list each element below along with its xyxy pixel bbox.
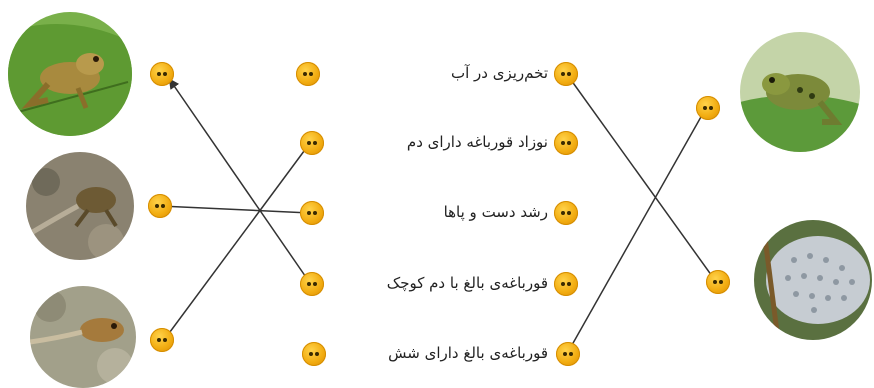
dot-label-3[interactable] — [554, 201, 578, 225]
label-egg-laying: تخم‌ریزی در آب — [450, 64, 548, 82]
line-tadpole-to-tail — [164, 143, 310, 340]
dot-middle-2[interactable] — [300, 131, 324, 155]
label-adult-lungs: قورباغه‌ی بالغ دارای شش — [388, 344, 548, 362]
frog-eggs-photo — [754, 220, 872, 340]
dot-middle-3[interactable] — [300, 201, 324, 225]
tadpole-with-legs-photo — [26, 152, 134, 260]
line-eggs — [566, 73, 717, 283]
dot-middle-4[interactable] — [300, 272, 324, 296]
dot-label-2[interactable] — [554, 131, 578, 155]
line-tadpole-legs-to-limbs — [160, 206, 310, 213]
adult-frog-photo — [740, 32, 860, 152]
dot-middle-1[interactable] — [296, 62, 320, 86]
label-limbs: رشد دست و پاها — [443, 203, 548, 221]
dot-label-1[interactable] — [554, 62, 578, 86]
dot-label-5[interactable] — [556, 342, 580, 366]
line-adult-frog — [568, 108, 706, 352]
dot-left-1[interactable] — [150, 62, 174, 86]
label-adult-small-tail: قورباغه‌ی بالغ با دم کوچک — [386, 274, 548, 292]
dot-right-2[interactable] — [706, 270, 730, 294]
line-frog-to-adult-small-tail — [170, 80, 310, 283]
dot-right-1[interactable] — [696, 96, 720, 120]
tadpole-photo — [30, 286, 136, 388]
label-tadpole-tail: نوزاد قورباغه دارای دم — [406, 133, 548, 151]
dot-label-4[interactable] — [554, 272, 578, 296]
dot-left-2[interactable] — [148, 194, 172, 218]
frog-on-leaf-photo — [8, 12, 132, 136]
dot-left-3[interactable] — [150, 328, 174, 352]
dot-middle-5[interactable] — [302, 342, 326, 366]
